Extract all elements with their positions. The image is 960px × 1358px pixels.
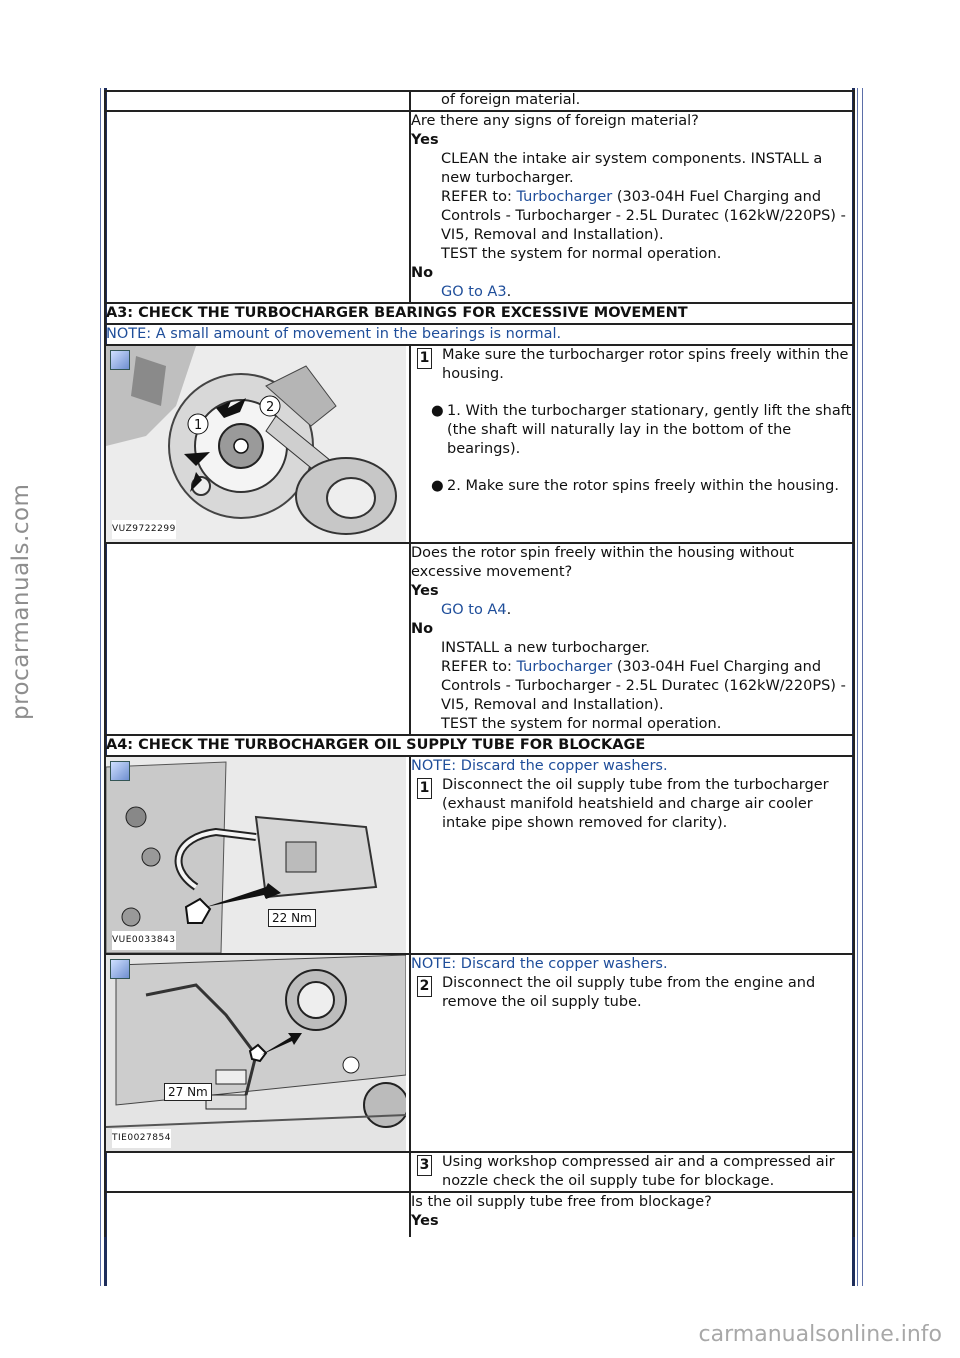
step-number: 1 bbox=[417, 348, 432, 369]
list-item: ● 2. Make sure the rotor spins freely within the housing. bbox=[431, 478, 839, 494]
yes-label: Yes bbox=[411, 583, 439, 599]
a3-note: NOTE: A small amount of movement in the bearings is normal. bbox=[105, 324, 854, 345]
magnify-icon[interactable] bbox=[110, 761, 130, 781]
table-row bbox=[105, 345, 854, 543]
question-text: Does the rotor spin freely within the housing without excessive movement? bbox=[411, 545, 794, 580]
table-row: Are there any signs of foreign material? Yes CLEAN the intake air system components. INSTALL a new turbocharger. REFER to: Turbocharger (303-04H Fuel Charging and Controls - Turbocharger - 2.5L Duratec (162kW/220PS) - VI5, Removal and Installation). TEST the system for normal operation. No GO to A3. bbox=[105, 111, 854, 303]
turbo-rotor-illustration bbox=[106, 346, 406, 542]
bottom-watermark: carmanualsonline.info bbox=[698, 1322, 942, 1347]
no-test: TEST the system for normal operation. bbox=[441, 716, 722, 732]
yes-label: Yes bbox=[411, 1213, 439, 1229]
magnify-icon[interactable] bbox=[110, 959, 130, 979]
oil-tube-engine-illustration bbox=[106, 955, 406, 1151]
no-reference: REFER to: Turbocharger (303-04H Fuel Charging and Controls - Turbocharger - 2.5L Duratec (162kW/220PS) - VI5, Removal and Installation). bbox=[441, 659, 846, 713]
list-item: ● 1. With the turbocharger stationary, gently lift the shaft (the shaft will naturally lay in the bottom of the bearings). bbox=[431, 403, 852, 457]
table-row bbox=[105, 954, 854, 1152]
go-to-a3-link[interactable]: GO to A3 bbox=[441, 284, 507, 300]
procedure-table bbox=[104, 90, 855, 1237]
table-row bbox=[105, 735, 854, 756]
turbocharger-link[interactable]: Turbocharger bbox=[516, 659, 613, 675]
yes-reference: REFER to: Turbocharger (303-04H Fuel Charging and Controls - Turbocharger - 2.5L Duratec (162kW/220PS) - VI5, Removal and Installation). bbox=[441, 189, 846, 243]
question-text: Are there any signs of foreign material? bbox=[411, 113, 699, 129]
callout-1-label: 1 bbox=[194, 418, 203, 433]
image-code: VUE0033843 bbox=[112, 931, 176, 950]
yes-label: Yes bbox=[411, 132, 439, 148]
a4-step1-note: NOTE: Discard the copper washers. bbox=[411, 758, 668, 774]
yes-action: CLEAN the intake air system components. INSTALL a new turbocharger. bbox=[441, 151, 823, 186]
table-row: Does the rotor spin freely within the housing without excessive movement? Yes GO to A4. No INSTALL a new turbocharger. REFER to: Turbocharger (303-04H Fuel Charging and Controls - Turbocharger - 2.5L Duratec (162kW/220PS) - VI5, Removal and Installation). TEST the system for normal operation. bbox=[105, 543, 854, 735]
image-code: VUZ9722299 bbox=[112, 520, 176, 539]
step-number: 3 bbox=[417, 1155, 432, 1176]
oil-tube-engine-drawing bbox=[106, 955, 406, 1151]
turbocharger-link[interactable]: Turbocharger bbox=[516, 189, 613, 205]
torque-label: 27 Nm bbox=[164, 1083, 212, 1101]
table-row bbox=[105, 756, 854, 954]
section-a4-title: A4: CHECK THE TURBOCHARGER OIL SUPPLY TUBE FOR BLOCKAGE bbox=[105, 735, 854, 756]
question-text: Is the oil supply tube free from blockage? bbox=[411, 1194, 712, 1210]
step-text: Make sure the turbocharger rotor spins freely within the housing. bbox=[442, 347, 849, 382]
step-number: 2 bbox=[417, 976, 432, 997]
a4-step2-note: NOTE: Discard the copper washers. bbox=[411, 956, 668, 972]
oil-tube-turbo-illustration bbox=[106, 757, 406, 953]
bullet-icon: ● bbox=[431, 478, 444, 494]
callout-2-label: 2 bbox=[266, 400, 275, 415]
image-code: TIE0027854 bbox=[112, 1129, 171, 1148]
bullet-icon: ● bbox=[431, 403, 444, 419]
no-action: INSTALL a new turbocharger. bbox=[441, 640, 650, 656]
side-watermark: procarmanuals.com bbox=[8, 483, 34, 720]
table-row bbox=[105, 91, 854, 111]
table-row bbox=[105, 1152, 854, 1192]
page-frame-right bbox=[857, 88, 863, 1286]
no-label: No bbox=[411, 265, 434, 281]
oil-tube-turbo-drawing bbox=[106, 757, 406, 953]
no-label: No bbox=[411, 621, 434, 637]
table-row bbox=[105, 1192, 854, 1237]
step-number: 1 bbox=[417, 778, 432, 799]
torque-label: 22 Nm bbox=[268, 909, 316, 927]
step-text: Disconnect the oil supply tube from the engine and remove the oil supply tube. bbox=[442, 975, 816, 1010]
turbo-rotor-drawing bbox=[106, 346, 406, 542]
table-row bbox=[105, 324, 854, 345]
table-row bbox=[105, 303, 854, 324]
section-a3-title: A3: CHECK THE TURBOCHARGER BEARINGS FOR EXCESSIVE MOVEMENT bbox=[105, 303, 854, 324]
magnify-icon[interactable] bbox=[110, 350, 130, 370]
go-to-a4-link[interactable]: GO to A4 bbox=[441, 602, 507, 618]
continued-text: of foreign material. bbox=[441, 92, 581, 108]
yes-test: TEST the system for normal operation. bbox=[441, 246, 722, 262]
step-text: Using workshop compressed air and a compressed air nozzle check the oil supply tube for blockage. bbox=[442, 1154, 835, 1189]
step-text: Disconnect the oil supply tube from the turbocharger (exhaust manifold heatshield and charge air cooler intake pipe shown removed for clarity). bbox=[442, 777, 829, 831]
